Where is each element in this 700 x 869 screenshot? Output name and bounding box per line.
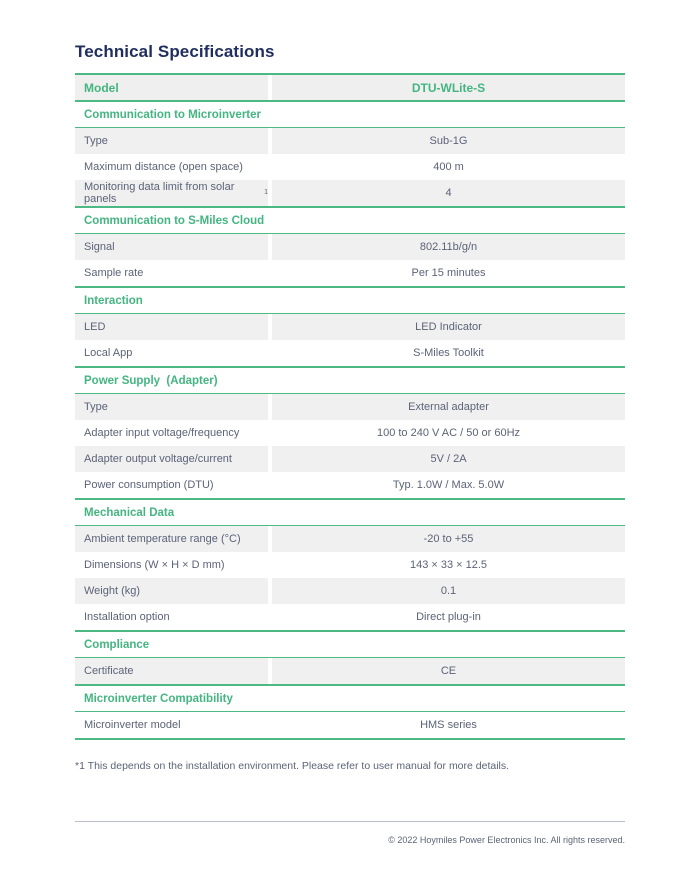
table-row xyxy=(75,472,625,498)
spec-label: Weight (kg) xyxy=(75,578,268,604)
spec-value: 0.1 xyxy=(272,578,625,604)
spec-section xyxy=(75,288,625,368)
spec-label: Power consumption (DTU) xyxy=(75,472,268,498)
spec-label: Microinverter model xyxy=(75,712,268,738)
table-row xyxy=(75,154,625,180)
model-header-value: DTU-WLite-S xyxy=(272,75,625,100)
footnote: *1 This depends on the installation environment. Please refer to user manual for more details. xyxy=(75,760,510,772)
section-title: Communication to Microinverter xyxy=(75,102,625,128)
spec-label: Ambient temperature range (°C) xyxy=(75,526,268,552)
spec-value: 4 xyxy=(272,180,625,206)
spec-label: Sample rate xyxy=(75,260,268,286)
section-rows xyxy=(75,234,625,286)
spec-label: Type xyxy=(75,128,268,154)
section-title: Compliance xyxy=(75,632,625,658)
spec-label: Installation option xyxy=(75,604,268,630)
table-row xyxy=(75,128,625,154)
table-row xyxy=(75,712,625,738)
section-rows xyxy=(75,314,625,366)
spec-label: Adapter output voltage/current xyxy=(75,446,268,472)
table-row xyxy=(75,260,625,286)
spec-value: Per 15 minutes xyxy=(272,260,625,286)
spec-label: Signal xyxy=(75,234,268,260)
spec-label: Adapter input voltage/frequency xyxy=(75,420,268,446)
section-rows xyxy=(75,394,625,498)
spec-value: 802.11b/g/n xyxy=(272,234,625,260)
spec-section xyxy=(75,686,625,740)
spec-value: Typ. 1.0W / Max. 5.0W xyxy=(272,472,625,498)
spec-label: LED xyxy=(75,314,268,340)
section-title: Power Supply (Adapter) xyxy=(75,368,625,394)
spec-section xyxy=(75,632,625,686)
section-rows xyxy=(75,712,625,738)
section-rows xyxy=(75,658,625,684)
table-row xyxy=(75,340,625,366)
spec-value: HMS series xyxy=(272,712,625,738)
copyright-text: © 2022 Hoymiles Power Electronics Inc. All rights reserved. xyxy=(388,835,625,845)
spec-section xyxy=(75,368,625,500)
spec-value: 100 to 240 V AC / 50 or 60Hz xyxy=(272,420,625,446)
model-header-label: Model xyxy=(75,75,268,100)
section-title: Mechanical Data xyxy=(75,500,625,526)
table-row xyxy=(75,314,625,340)
spec-label: Dimensions (W × H × D mm) xyxy=(75,552,268,578)
spec-value: LED Indicator xyxy=(272,314,625,340)
spec-value: 400 m xyxy=(272,154,625,180)
table-row xyxy=(75,658,625,684)
spec-section xyxy=(75,102,625,208)
table-row xyxy=(75,526,625,552)
spec-value: 5V / 2A xyxy=(272,446,625,472)
spec-section xyxy=(75,208,625,288)
table-row xyxy=(75,446,625,472)
spec-value: 143 × 33 × 12.5 xyxy=(272,552,625,578)
table-row xyxy=(75,578,625,604)
spec-label: Monitoring data limit from solar panels 1 xyxy=(75,180,268,206)
table-row xyxy=(75,180,625,206)
section-rows xyxy=(75,128,625,206)
spec-value: CE xyxy=(272,658,625,684)
page-title: Technical Specifications xyxy=(75,42,275,61)
spec-value: -20 to +55 xyxy=(272,526,625,552)
spec-value: Sub-1G xyxy=(272,128,625,154)
table-header-row xyxy=(75,75,625,102)
spec-section xyxy=(75,500,625,632)
table-row xyxy=(75,234,625,260)
section-rows xyxy=(75,526,625,630)
section-title: Interaction xyxy=(75,288,625,314)
section-title: Microinverter Compatibility xyxy=(75,686,625,712)
page-footer xyxy=(75,821,625,845)
table-sections xyxy=(75,102,625,740)
table-row xyxy=(75,394,625,420)
spec-label: Certificate xyxy=(75,658,268,684)
table-row xyxy=(75,420,625,446)
spec-label: Type xyxy=(75,394,268,420)
spec-table xyxy=(75,73,625,740)
table-row xyxy=(75,604,625,630)
spec-label: Local App xyxy=(75,340,268,366)
section-title: Communication to S-Miles Cloud xyxy=(75,208,625,234)
spec-value: Direct plug-in xyxy=(272,604,625,630)
spec-value: External adapter xyxy=(272,394,625,420)
table-row xyxy=(75,552,625,578)
spec-value: S-Miles Toolkit xyxy=(272,340,625,366)
spec-label: Maximum distance (open space) xyxy=(75,154,268,180)
